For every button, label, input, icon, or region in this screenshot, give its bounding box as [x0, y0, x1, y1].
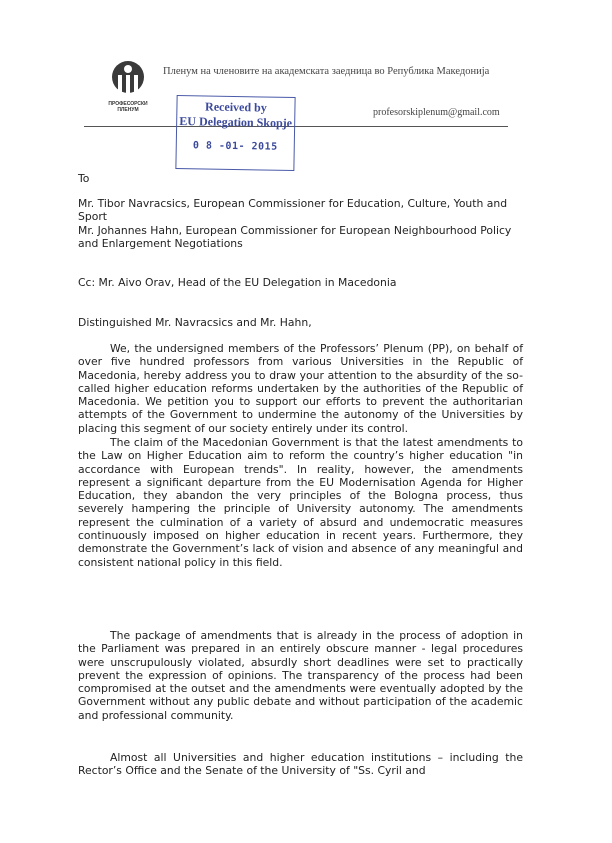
stamp-delegation-text: EU Delegation Skopje: [179, 114, 293, 130]
organization-email: profesorskiplenum@gmail.com: [373, 107, 500, 118]
paragraph: We, the undersigned members of the Professors’ Plenum (PP), on behalf of over five hundred professors from various Universities in the Republic of Macedonia, hereby address you to draw your attention to the absurdity of the so-called higher education reforms undertaken by the authorities of the Republic of Macedonia. We petition you to support our efforts to prevent the authoritarian attempts of the Government to undermine the autonomy of the Universities by placing this segment of our society entirely under its control.: [78, 342, 523, 435]
letterhead-divider: [84, 126, 508, 127]
cc-line: Cc: Mr. Aivo Orav, Head of the EU Delegation in Macedonia: [78, 276, 397, 289]
recipient-navracsics: Mr. Tibor Navracsics, European Commissioner for Education, Culture, Youth and Sport: [78, 197, 508, 224]
recipient-hahn: Mr. Johannes Hahn, European Commissioner for European Neighbourhood Policy and Enlargement Negotiations: [78, 223, 512, 250]
professors-plenum-logo: [110, 60, 146, 100]
recipients-block: [78, 197, 523, 250]
stamp-received-text: Received by: [205, 99, 267, 115]
salutation: Distinguished Mr. Navracsics and Mr. Hahn,: [78, 316, 312, 329]
paragraph: Almost all Universities and higher education institutions – including the Rector’s Office and the Senate of the University of "Ss. Cyril and: [78, 751, 523, 778]
paragraph: The package of amendments that is already in the process of adoption in the Parliament was prepared in an entirely obscure manner - legal procedures were unscrupulously violated, absurdly short deadlines were set to practically prevent the expression of opinions. The transparency of the process had been compromised at the outset and the amendments were eventually adopted by the Government without any public debate and without participation of the academic and professional community.: [78, 629, 523, 722]
logo-caption: ПРОФЕСОРСКИ ПЛЕНУМ: [108, 101, 148, 113]
received-stamp: [175, 95, 295, 171]
organization-name: Пленум на членовите на академската заедница во Република Македонија: [163, 66, 490, 77]
to-label: To: [78, 172, 90, 185]
paragraph: The claim of the Macedonian Government is that the latest amendments to the Law on Higher Education aim to reform the country’s higher education "in accordance with European trends". In reality, however, the amendments represent a significant departure from the EU Modernisation Agenda for Higher Education, they abandon the very principles of the Bologna process, thus severely hampering the principle of University autonomy. The amendments represent the culmination of a variety of absurd and undemocratic measures continuously imposed on higher education in recent years. Furthermore, they demonstrate the Government’s lack of vision and absence of any meaningful and consistent national policy in this field.: [78, 436, 523, 569]
stamp-date: 0 8 -01- 2015: [192, 140, 278, 153]
